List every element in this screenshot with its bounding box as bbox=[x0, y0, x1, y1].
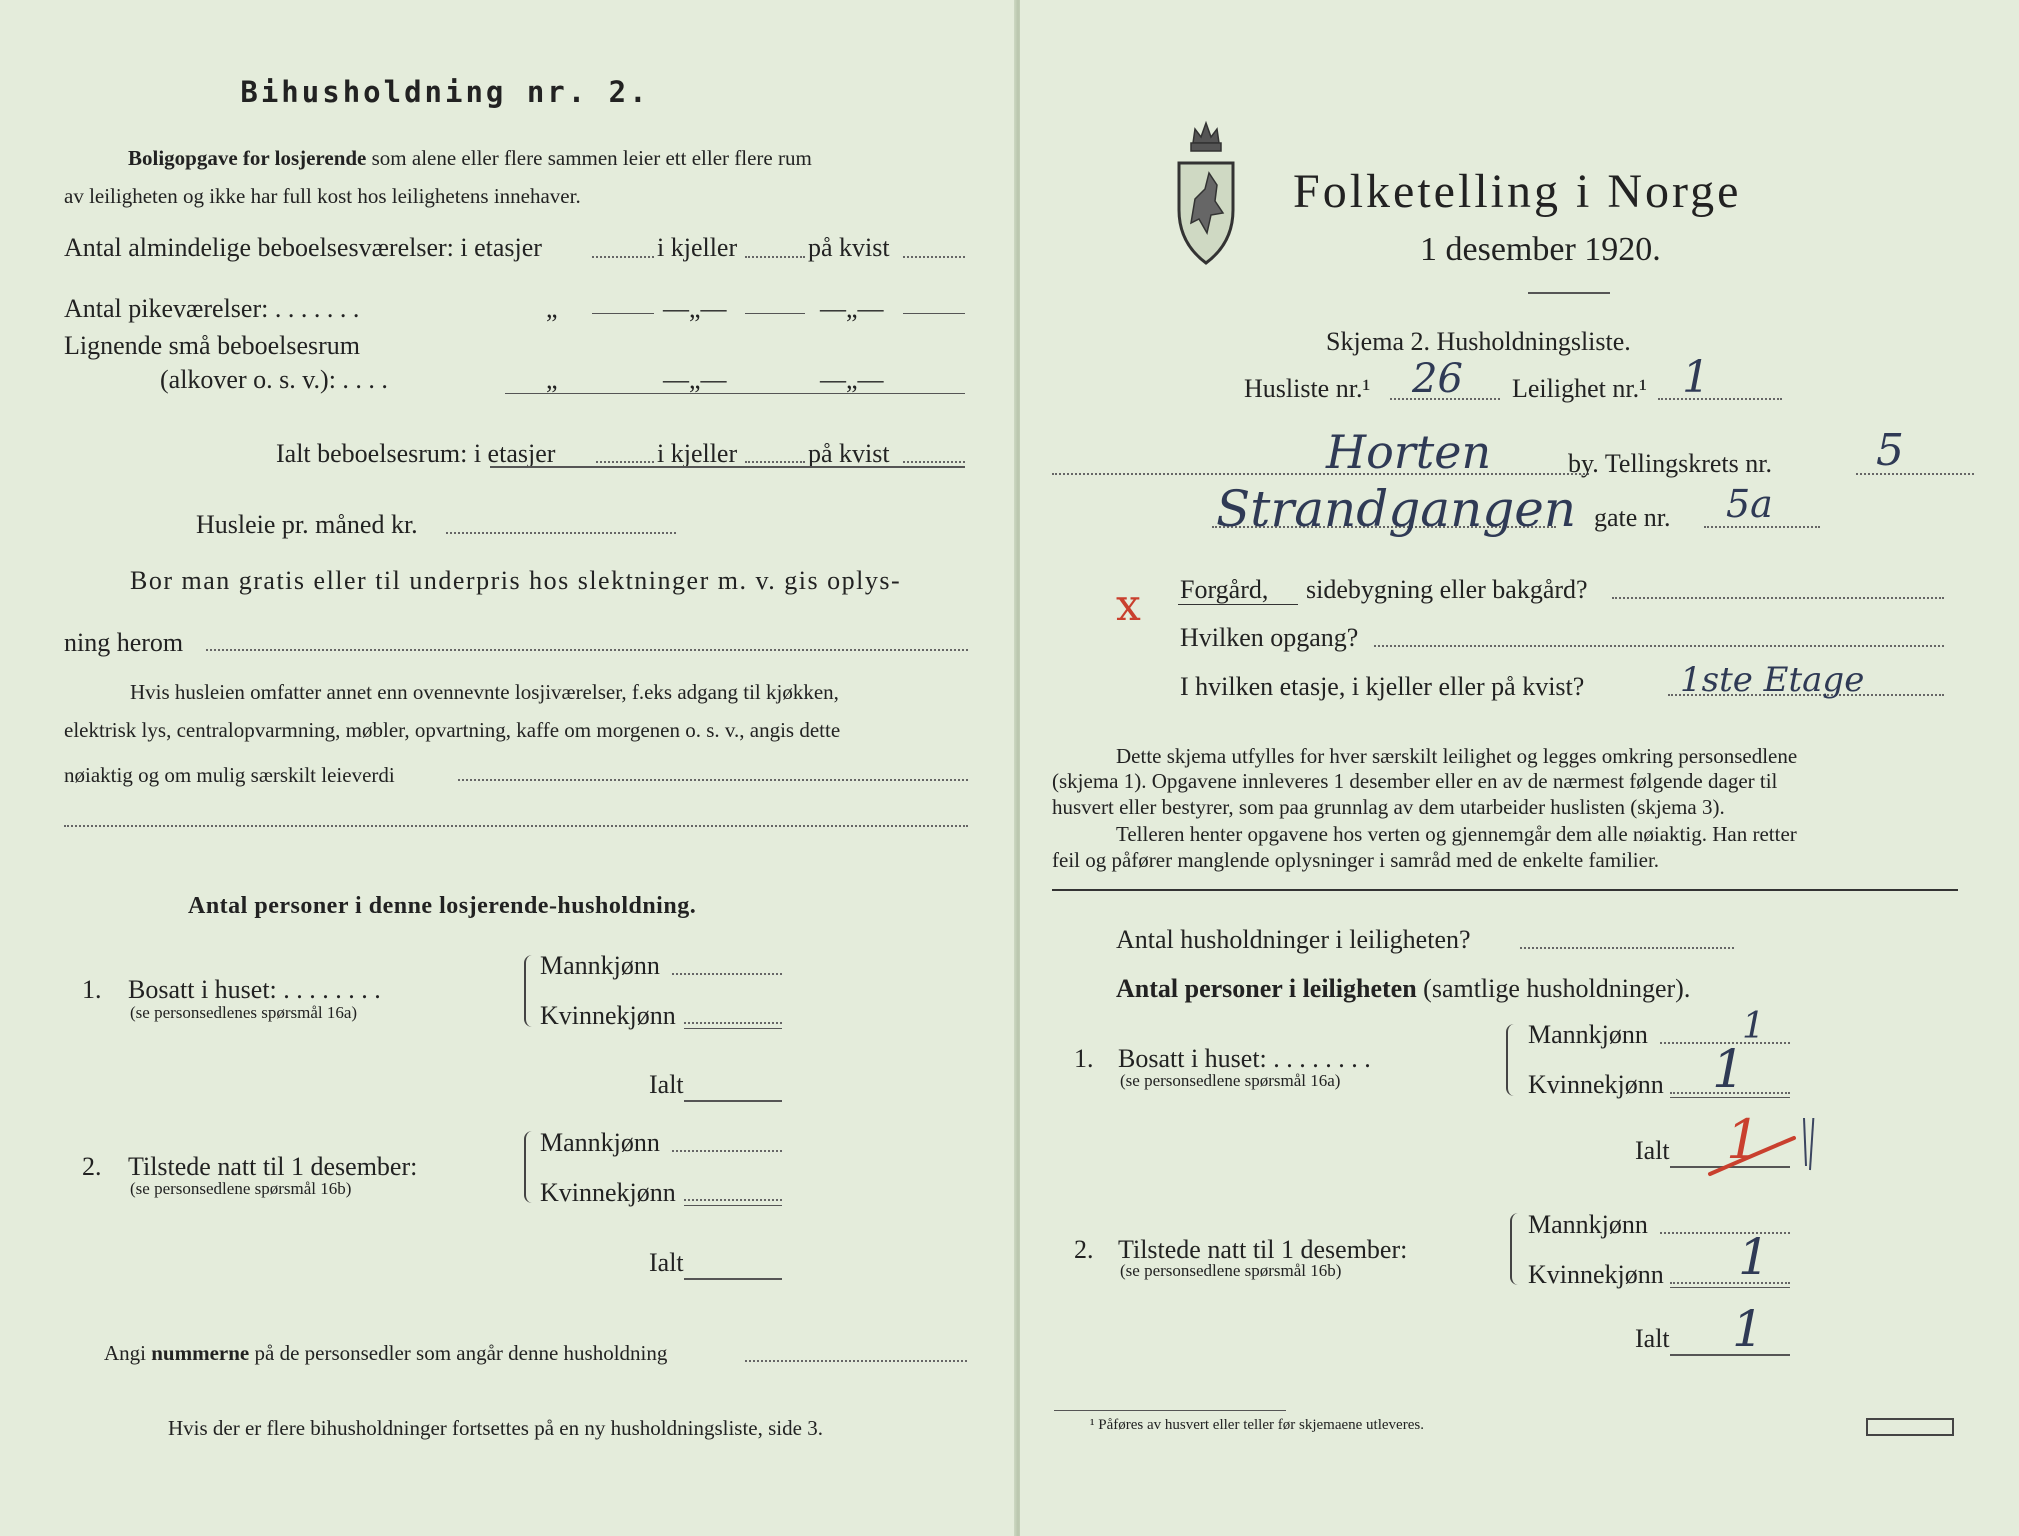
q2-number: 2. bbox=[82, 1152, 102, 1181]
q2-female-label: Kvinnekjønn bbox=[540, 1178, 676, 1207]
r-q2-female-underline bbox=[1670, 1287, 1790, 1288]
q2-female-underline bbox=[684, 1205, 782, 1206]
gate-field[interactable] bbox=[1704, 526, 1820, 528]
pike-ditto-2: —„— bbox=[663, 294, 727, 323]
ialt-kjeller-label: i kjeller bbox=[657, 439, 738, 468]
etasje-value: 1ste Etage bbox=[1680, 660, 1865, 700]
small-rooms-label-2: (alkover o. s. v.): . . . . bbox=[160, 365, 388, 394]
q2-brace bbox=[524, 1131, 536, 1203]
note-field-2[interactable] bbox=[64, 825, 968, 827]
right-page bbox=[1020, 0, 2019, 1536]
rent-field[interactable] bbox=[446, 532, 676, 534]
ialt-kvist-field[interactable] bbox=[903, 461, 965, 463]
pike-ditto: „ bbox=[546, 294, 558, 323]
husliste-label: Husliste nr.¹ bbox=[1244, 374, 1371, 403]
ialt-kvist-label: på kvist bbox=[808, 439, 890, 468]
r-q1-ialt-value: 1 bbox=[1726, 1108, 1761, 1171]
r-q1-ialt-label: Ialt bbox=[1635, 1136, 1670, 1165]
ialt-underline bbox=[490, 466, 965, 468]
r-q2-female-value: 1 bbox=[1738, 1228, 1770, 1286]
small-ditto-3: —„— bbox=[820, 365, 884, 394]
forgard-underline bbox=[1178, 604, 1298, 605]
q1-ialt-field[interactable] bbox=[684, 1100, 782, 1102]
small-ditto: „ bbox=[546, 365, 558, 394]
husliste-value: 26 bbox=[1412, 356, 1463, 402]
ialt-etasjer-field[interactable] bbox=[596, 461, 654, 463]
q2-ref: (se personsedlene spørsmål 16b) bbox=[130, 1179, 352, 1198]
r-q2-ialt-label: Ialt bbox=[1635, 1324, 1670, 1353]
schema-label: Skjema 2. Husholdningsliste. bbox=[1326, 327, 1631, 356]
persons-line bbox=[1116, 976, 1690, 1002]
r-q2-label: Tilstede natt til 1 desember: bbox=[1118, 1235, 1408, 1264]
small-rooms-label-1: Lignende små beboelsesrum bbox=[64, 331, 361, 360]
note-line-2: elektrisk lys, centralopvarmning, møbler, opvartning, kaffe om morgenen o. s. v., angis dette bbox=[64, 718, 841, 742]
r-q2-brace bbox=[1510, 1213, 1522, 1285]
krets-field[interactable] bbox=[1856, 473, 1974, 475]
pike-etasjer-field[interactable] bbox=[592, 313, 654, 314]
q2-ialt-field[interactable] bbox=[684, 1278, 782, 1280]
r-q1-male-value: 1 bbox=[1742, 1006, 1765, 1047]
main-title: Folketelling i Norge bbox=[1293, 165, 1742, 218]
persons-heading: Antal personer i denne losjerende-husholdning. bbox=[188, 893, 697, 919]
numbers-pre: Angi bbox=[104, 1341, 146, 1365]
r-q1-number: 1. bbox=[1074, 1044, 1094, 1073]
by-label: by. Tellingskrets nr. bbox=[1568, 449, 1773, 478]
r-q2-female-field[interactable] bbox=[1670, 1282, 1790, 1284]
rent-label: Husleie pr. måned kr. bbox=[196, 510, 418, 539]
instruction-line-1: Dette skjema utfylles for hver særskilt leilighet og legges omkring personsedlene bbox=[1116, 744, 1798, 768]
city-value: Horten bbox=[1326, 425, 1492, 479]
rooms-kvist-label: på kvist bbox=[808, 233, 890, 262]
gratis-line-2: ning herom bbox=[64, 628, 184, 657]
instruction-line-3: husvert eller bestyrer, som paa grunnlag av dem utarbeider huslisten (skjema 3). bbox=[1052, 795, 1725, 819]
r-q2-male-field[interactable] bbox=[1660, 1232, 1790, 1234]
r-q1-female-value: 1 bbox=[1712, 1040, 1746, 1100]
rooms-kjeller-field[interactable] bbox=[745, 256, 805, 258]
bihusholdning-title: Bihusholdning nr. 2. bbox=[240, 75, 650, 109]
r-q1-ref: (se personsedlene spørsmål 16a) bbox=[1120, 1071, 1341, 1090]
numbers-line bbox=[104, 1343, 667, 1364]
note-line-1: Hvis husleien omfatter annet enn ovennevnte losjiværelser, f.eks adgang til kjøkken, bbox=[130, 680, 839, 704]
pike-kjeller-field[interactable] bbox=[745, 313, 805, 314]
rooms-kjeller-label: i kjeller bbox=[657, 233, 738, 262]
leilighet-value: 1 bbox=[1682, 352, 1710, 403]
numbers-rest: på de personsedler som angår denne husholdning bbox=[254, 1341, 668, 1365]
q1-brace bbox=[524, 955, 536, 1027]
r-q2-ialt-field[interactable] bbox=[1670, 1354, 1790, 1356]
numbers-bold: nummerne bbox=[151, 1341, 250, 1365]
coat-of-arms-icon bbox=[1171, 115, 1241, 265]
numbers-field[interactable] bbox=[745, 1360, 967, 1362]
rooms-kvist-field[interactable] bbox=[903, 256, 965, 258]
instruction-rule bbox=[1052, 889, 1958, 891]
census-date: 1 desember 1920. bbox=[1420, 231, 1661, 268]
intro-rest-1: som alene eller flere sammen leier ett eller flere rum bbox=[371, 146, 812, 170]
city-field[interactable] bbox=[1052, 473, 1589, 475]
note-field[interactable] bbox=[458, 779, 968, 781]
q2-male-label: Mannkjønn bbox=[540, 1128, 660, 1157]
rooms-label: Antal almindelige beboelsesværelser: i etasjer bbox=[64, 233, 542, 262]
forgard-label: Forgård, bbox=[1180, 575, 1269, 604]
q1-female-underline bbox=[684, 1028, 782, 1029]
q1-female-field[interactable] bbox=[684, 1022, 782, 1024]
etasje-label: I hvilken etasje, i kjeller eller på kvist? bbox=[1180, 672, 1585, 701]
left-footer: Hvis der er flere bihusholdninger fortsettes på en ny husholdningsliste, side 3. bbox=[168, 1416, 823, 1440]
footnote-rule bbox=[1054, 1410, 1286, 1411]
intro-line-2: av leiligheten og ikke har full kost hos leilighetens innehaver. bbox=[64, 184, 581, 208]
r-q2-ref: (se personsedlene spørsmål 16b) bbox=[1120, 1261, 1342, 1280]
title-rule bbox=[1528, 292, 1610, 294]
tally-mark-icon bbox=[1706, 1118, 1826, 1178]
persons-rest: (samtlige husholdninger). bbox=[1423, 974, 1691, 1003]
q1-male-field[interactable] bbox=[672, 973, 782, 975]
q1-male-label: Mannkjønn bbox=[540, 951, 660, 980]
r-q2-male-label: Mannkjønn bbox=[1528, 1210, 1648, 1239]
r-q1-brace bbox=[1506, 1024, 1518, 1096]
gate-label: gate nr. bbox=[1594, 503, 1671, 532]
persons-bold: Antal personer i leiligheten bbox=[1116, 974, 1417, 1003]
forgard-field[interactable] bbox=[1612, 597, 1944, 599]
gate-value: 5a bbox=[1726, 482, 1773, 526]
note-line-3: nøiaktig og om mulig særskilt leieverdi bbox=[64, 763, 395, 787]
street-value: Strandgangen bbox=[1216, 480, 1577, 538]
intro-line-1 bbox=[128, 148, 812, 169]
leilighet-label: Leilighet nr.¹ bbox=[1512, 374, 1647, 403]
r-q1-female-label: Kvinnekjønn bbox=[1528, 1070, 1664, 1099]
small-rooms-field[interactable] bbox=[505, 393, 965, 394]
footnote: ¹ Påføres av husvert eller teller før skjemaene utleveres. bbox=[1090, 1417, 1424, 1433]
r-q2-ialt-value: 1 bbox=[1732, 1300, 1764, 1358]
q1-ref: (se personsedlenes spørsmål 16a) bbox=[130, 1003, 358, 1022]
printer-stamp bbox=[1866, 1418, 1954, 1436]
q2-ialt-label: Ialt bbox=[649, 1248, 684, 1277]
q1-label: Bosatt i huset: . . . . . . . . bbox=[128, 975, 381, 1004]
intro-bold: Boligopgave for losjerende bbox=[128, 146, 367, 170]
opgang-label: Hvilken opgang? bbox=[1180, 623, 1359, 652]
gratis-field[interactable] bbox=[206, 649, 968, 651]
gratis-line-1: Bor man gratis eller til underpris hos slektninger m. v. gis oplys- bbox=[130, 566, 902, 595]
households-field[interactable] bbox=[1520, 947, 1734, 949]
r-q1-male-label: Mannkjønn bbox=[1528, 1020, 1648, 1049]
forgard-rest: sidebygning eller bakgård? bbox=[1306, 575, 1588, 604]
instruction-line-4: Telleren henter opgavene hos verten og gjennemgår dem alle nøiaktig. Han retter bbox=[1116, 822, 1797, 846]
ialt-kjeller-field[interactable] bbox=[745, 461, 805, 463]
opgang-field[interactable] bbox=[1374, 645, 1944, 647]
instruction-line-2: (skjema 1). Opgavene innleveres 1 desember eller en av de nærmest følgende dager til bbox=[1052, 769, 1778, 793]
r-q2-female-label: Kvinnekjønn bbox=[1528, 1260, 1664, 1289]
pike-label: Antal pikeværelser: . . . . . . . bbox=[64, 294, 360, 323]
pike-kvist-field[interactable] bbox=[903, 313, 965, 314]
instruction-line-5: feil og påfører manglende oplysninger i samråd med de enkelte familier. bbox=[1052, 848, 1660, 872]
q2-female-field[interactable] bbox=[684, 1199, 782, 1201]
q1-ialt-label: Ialt bbox=[649, 1070, 684, 1099]
krets-value: 5 bbox=[1876, 425, 1904, 476]
forgard-mark: x bbox=[1116, 580, 1141, 631]
q1-female-label: Kvinnekjønn bbox=[540, 1001, 676, 1030]
q2-label: Tilstede natt til 1 desember: bbox=[128, 1152, 418, 1181]
rooms-etasjer-field[interactable] bbox=[592, 256, 654, 258]
q2-male-field[interactable] bbox=[672, 1150, 782, 1152]
r-q1-label: Bosatt i huset: . . . . . . . . bbox=[1118, 1044, 1371, 1073]
households-label: Antal husholdninger i leiligheten? bbox=[1116, 925, 1471, 954]
leilighet-field[interactable] bbox=[1658, 398, 1782, 400]
pike-ditto-3: —„— bbox=[820, 294, 884, 323]
q1-number: 1. bbox=[82, 975, 102, 1004]
small-ditto-2: —„— bbox=[663, 365, 727, 394]
r-q2-number: 2. bbox=[1074, 1235, 1094, 1264]
ialt-rooms-label: Ialt beboelsesrum: i etasjer bbox=[276, 439, 556, 468]
